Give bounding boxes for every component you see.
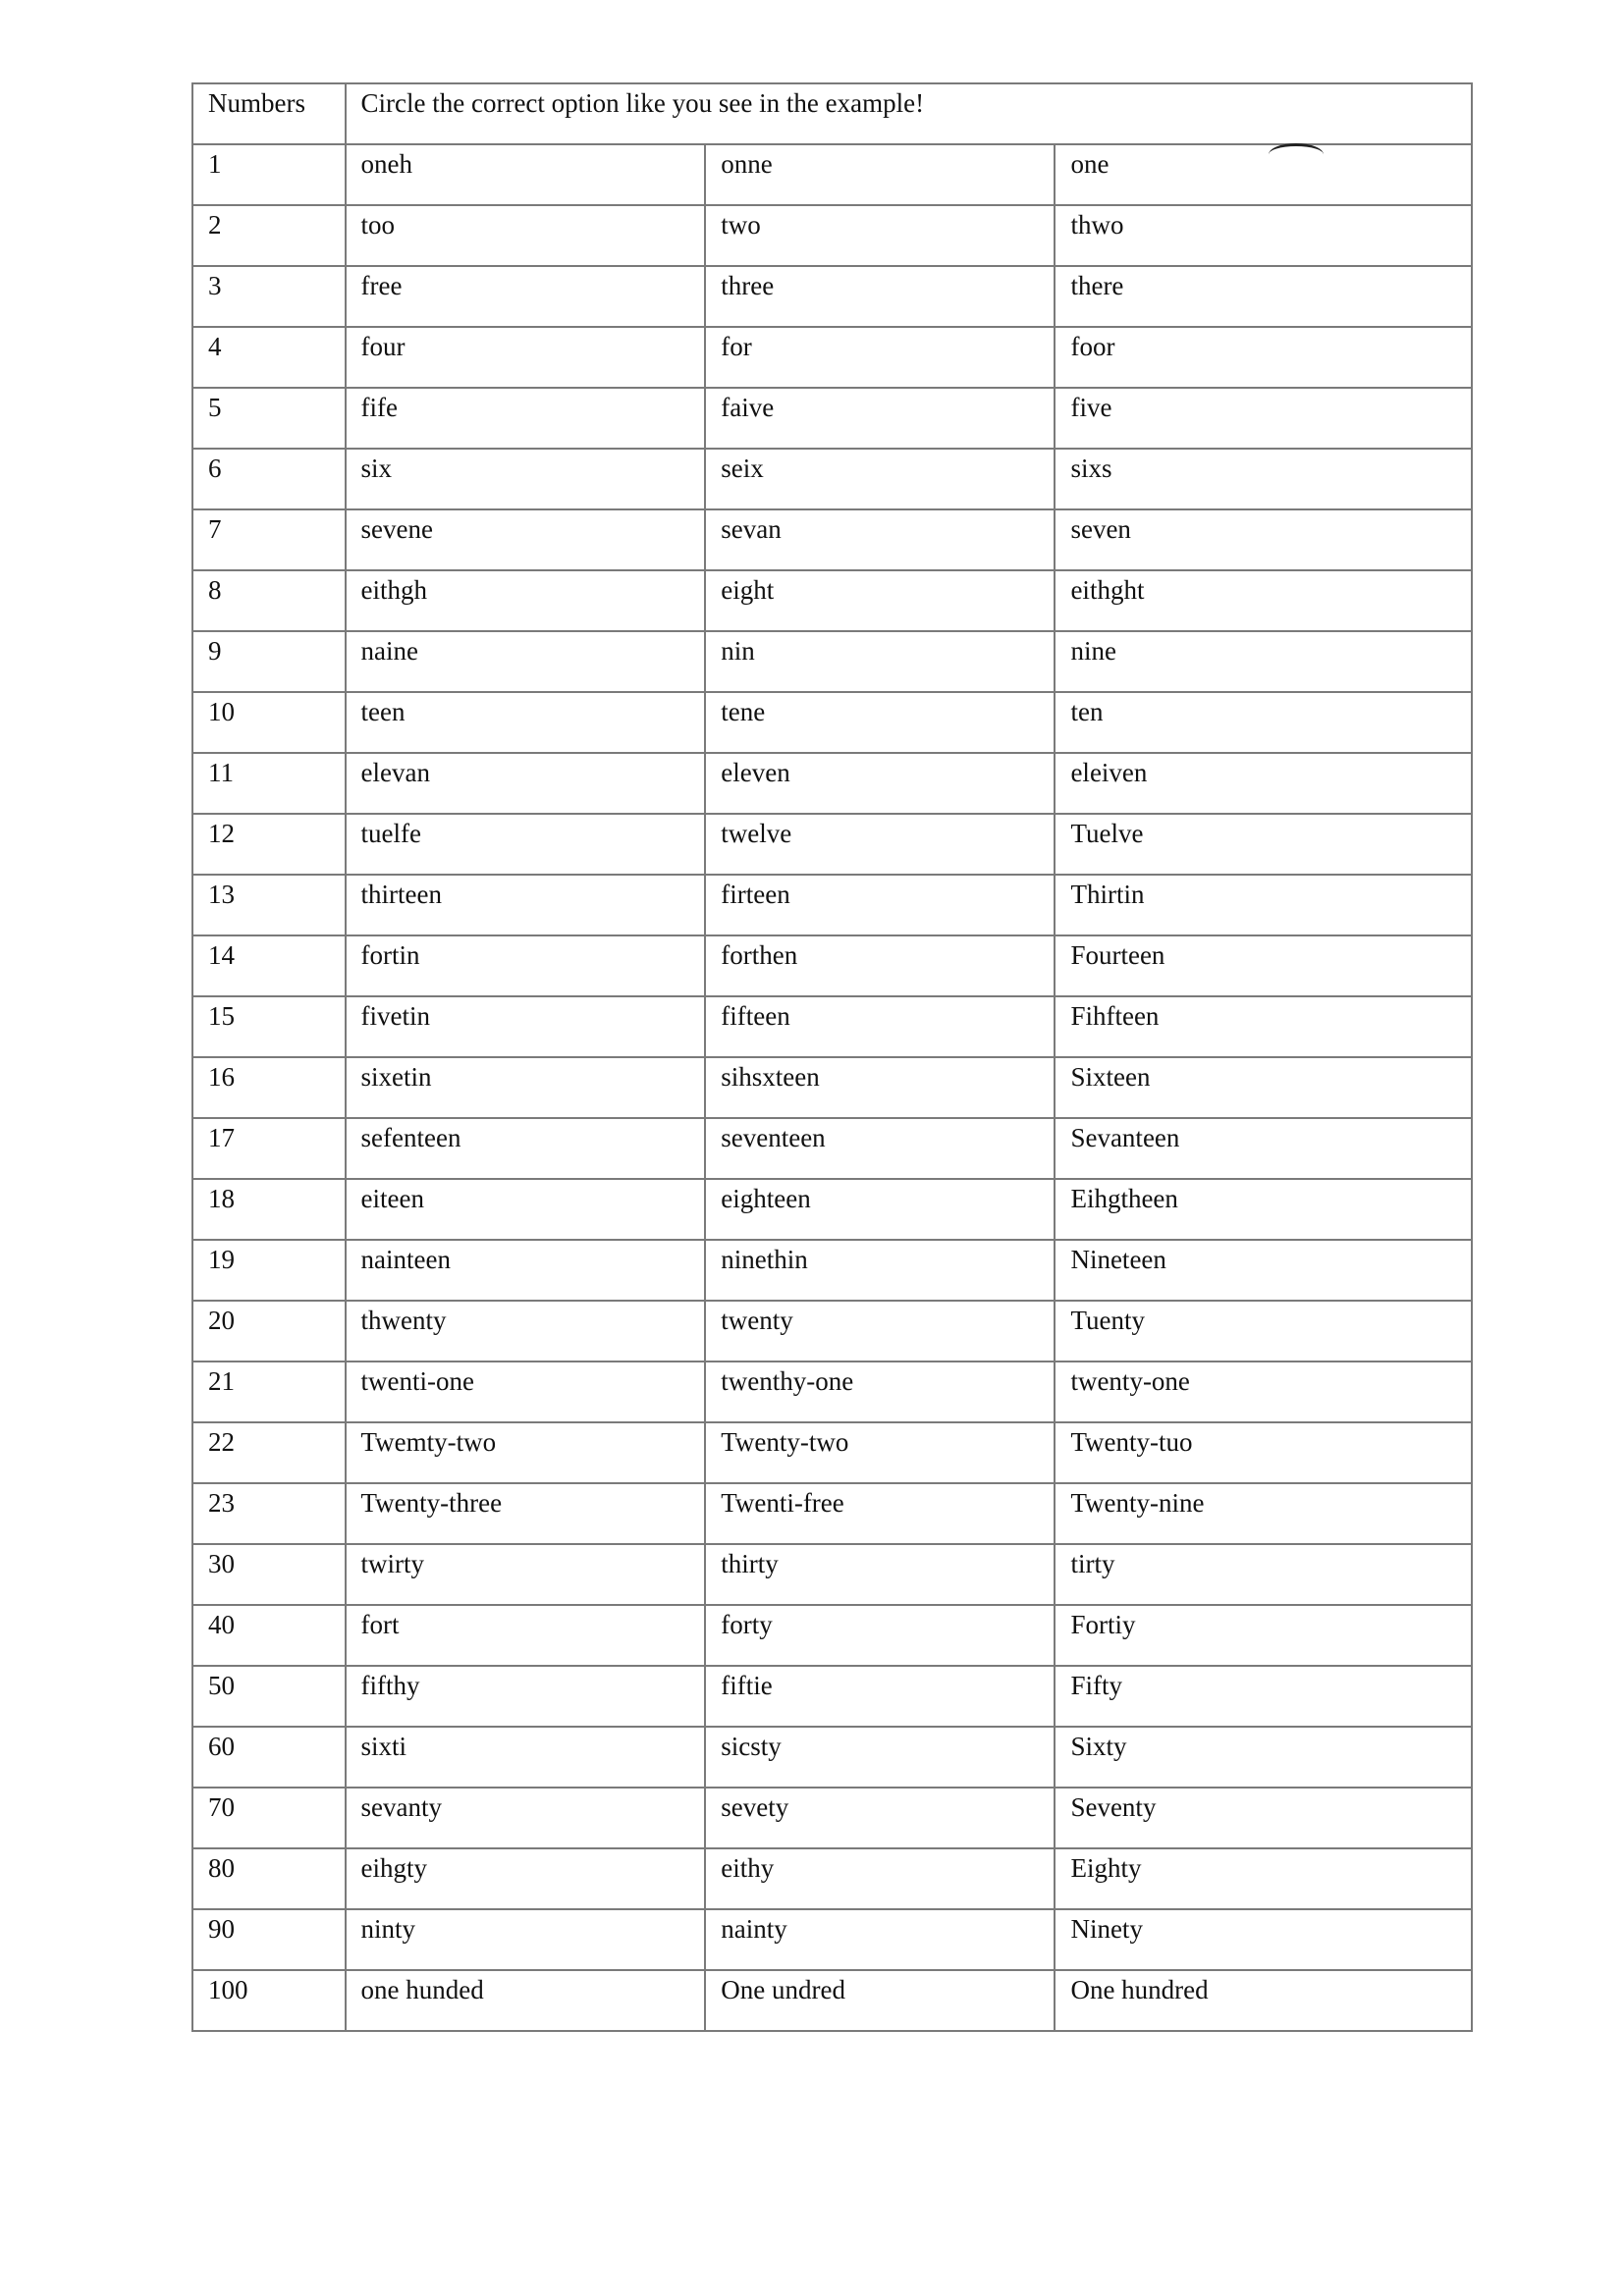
option-cell[interactable] [346, 327, 706, 388]
option-text: tene [721, 697, 766, 726]
option-text: eithght [1070, 575, 1145, 605]
table-row [192, 327, 1472, 388]
option-text: Twenti-free [721, 1488, 844, 1518]
number-cell [192, 1848, 346, 1909]
number-label: 11 [208, 758, 234, 787]
table-row [192, 266, 1472, 327]
number-label: 6 [208, 454, 222, 483]
option-cell[interactable] [346, 1727, 706, 1788]
option-cell[interactable] [705, 1544, 1055, 1605]
number-label: 30 [208, 1549, 235, 1578]
option-cell[interactable] [705, 1301, 1055, 1362]
option-text: twenty [721, 1306, 793, 1335]
option-cell[interactable] [1055, 570, 1472, 631]
table-row [192, 1909, 1472, 1970]
table-row [192, 449, 1472, 509]
table-row [192, 1422, 1472, 1483]
option-text: six [360, 454, 393, 483]
number-cell [192, 1422, 346, 1483]
option-text: Thirtin [1070, 880, 1145, 909]
number-label: 4 [208, 332, 222, 361]
table-row [192, 1118, 1472, 1179]
option-cell[interactable] [346, 1179, 706, 1240]
option-text: eighteen [721, 1184, 811, 1213]
table-row [192, 1605, 1472, 1666]
option-cell[interactable] [705, 996, 1055, 1057]
number-label: 20 [208, 1306, 235, 1335]
option-cell[interactable] [705, 388, 1055, 449]
number-cell [192, 692, 346, 753]
option-text: faive [721, 393, 775, 422]
table-row [192, 1179, 1472, 1240]
number-cell [192, 388, 346, 449]
number-label: 14 [208, 940, 235, 970]
number-cell [192, 570, 346, 631]
option-text: forthen [721, 940, 798, 970]
option-cell[interactable] [1055, 1666, 1472, 1727]
option-text: free [360, 271, 403, 300]
option-text: thirty [721, 1549, 779, 1578]
option-text: Nineteen [1070, 1245, 1166, 1274]
option-cell[interactable] [346, 1970, 706, 2031]
option-text: thwo [1070, 210, 1124, 240]
option-cell[interactable] [346, 692, 706, 753]
table-row [192, 753, 1472, 814]
option-text: sixti [360, 1732, 407, 1761]
table-row [192, 935, 1472, 996]
number-label: 23 [208, 1488, 235, 1518]
table-row [192, 1788, 1472, 1848]
number-cell [192, 327, 346, 388]
option-cell[interactable] [346, 1848, 706, 1909]
option-cell[interactable] [346, 449, 706, 509]
option-cell[interactable] [1055, 1301, 1472, 1362]
option-cell[interactable] [1055, 1544, 1472, 1605]
option-cell[interactable] [1055, 996, 1472, 1057]
option-cell[interactable] [346, 144, 706, 205]
number-cell [192, 1605, 346, 1666]
table-row [192, 570, 1472, 631]
option-text: for [721, 332, 752, 361]
option-cell[interactable] [705, 1057, 1055, 1118]
number-cell [192, 1179, 346, 1240]
table-row [192, 205, 1472, 266]
option-cell[interactable] [705, 1788, 1055, 1848]
option-text: firteen [721, 880, 790, 909]
option-cell[interactable] [346, 1240, 706, 1301]
option-text: One undred [721, 1975, 845, 2004]
option-cell[interactable] [346, 1544, 706, 1605]
option-text: nin [721, 636, 755, 666]
option-cell[interactable] [1055, 388, 1472, 449]
option-text: onne [721, 149, 773, 179]
number-label: 2 [208, 210, 222, 240]
option-cell[interactable] [705, 266, 1055, 327]
option-text: forty [721, 1610, 773, 1639]
option-text: nainteen [360, 1245, 451, 1274]
option-text: Tuenty [1070, 1306, 1145, 1335]
option-text: sixetin [360, 1062, 432, 1092]
number-cell [192, 631, 346, 692]
option-text: nainty [721, 1914, 787, 1944]
option-cell[interactable] [705, 1848, 1055, 1909]
option-cell[interactable] [1055, 935, 1472, 996]
table-row [192, 631, 1472, 692]
instruction-text: Circle the correct option like you see in the example! [360, 88, 925, 118]
option-cell[interactable] [346, 266, 706, 327]
option-cell[interactable] [1055, 1848, 1472, 1909]
option-text: eithy [721, 1853, 775, 1883]
option-text: sevanty [360, 1792, 442, 1822]
option-cell[interactable] [1055, 1118, 1472, 1179]
number-cell [192, 753, 346, 814]
number-cell [192, 449, 346, 509]
option-text: there [1070, 271, 1124, 300]
number-cell [192, 814, 346, 875]
option-cell[interactable] [705, 327, 1055, 388]
option-cell[interactable] [1055, 753, 1472, 814]
option-cell[interactable] [1055, 692, 1472, 753]
option-text: four [360, 332, 406, 361]
table-row [192, 144, 1472, 205]
option-text: elevan [360, 758, 430, 787]
option-text: too [360, 210, 396, 240]
option-text: Fifty [1070, 1671, 1122, 1700]
option-cell[interactable] [705, 1970, 1055, 2031]
option-text: five [1070, 393, 1112, 422]
option-cell[interactable] [705, 1727, 1055, 1788]
option-cell[interactable] [346, 814, 706, 875]
number-label: 10 [208, 697, 235, 726]
option-cell[interactable] [1055, 266, 1472, 327]
table-row [192, 1362, 1472, 1422]
number-cell [192, 144, 346, 205]
option-text: Twenty-tuo [1070, 1427, 1193, 1457]
number-label: 8 [208, 575, 222, 605]
table-row [192, 1970, 1472, 2031]
option-text: seix [721, 454, 764, 483]
option-cell[interactable] [1055, 1483, 1472, 1544]
option-cell[interactable] [346, 1788, 706, 1848]
option-cell[interactable] [346, 935, 706, 996]
table-row [192, 692, 1472, 753]
option-cell[interactable] [346, 1483, 706, 1544]
number-cell [192, 1909, 346, 1970]
number-label: 16 [208, 1062, 235, 1092]
table-row [192, 388, 1472, 449]
option-text: Eighty [1070, 1853, 1142, 1883]
option-text: sicsty [721, 1732, 782, 1761]
option-cell[interactable] [705, 1240, 1055, 1301]
option-text: sefenteen [360, 1123, 461, 1152]
number-label: 7 [208, 514, 222, 544]
option-cell[interactable] [1055, 144, 1472, 205]
option-text: fife [360, 393, 398, 422]
number-label: 40 [208, 1610, 235, 1639]
option-text: fortin [360, 940, 420, 970]
option-text: ten [1070, 697, 1104, 726]
number-label: 60 [208, 1732, 235, 1761]
table-row [192, 1483, 1472, 1544]
option-text: tirty [1070, 1549, 1115, 1578]
option-text: fifthy [360, 1671, 420, 1700]
option-text: two [721, 210, 761, 240]
number-cell [192, 205, 346, 266]
option-cell[interactable] [346, 631, 706, 692]
option-cell[interactable] [1055, 1422, 1472, 1483]
option-cell[interactable] [705, 814, 1055, 875]
option-cell[interactable] [346, 1362, 706, 1422]
number-cell [192, 1788, 346, 1848]
number-label: 70 [208, 1792, 235, 1822]
option-cell[interactable] [1055, 1605, 1472, 1666]
table-row [192, 1666, 1472, 1727]
option-cell[interactable] [1055, 1057, 1472, 1118]
instruction-cell [346, 83, 1472, 144]
option-cell[interactable] [705, 1483, 1055, 1544]
header-row [192, 83, 1472, 144]
option-text: oneh [360, 149, 412, 179]
option-cell[interactable] [705, 144, 1055, 205]
option-cell[interactable] [346, 1605, 706, 1666]
number-label: 13 [208, 880, 235, 909]
option-text: sevety [721, 1792, 789, 1822]
option-text: one hunded [360, 1975, 484, 2004]
number-label: 21 [208, 1366, 235, 1396]
option-text: Twenty-two [721, 1427, 849, 1457]
option-cell[interactable] [705, 692, 1055, 753]
number-cell [192, 935, 346, 996]
option-text: eight [721, 575, 775, 605]
option-cell[interactable] [346, 205, 706, 266]
numbers-worksheet-table [191, 82, 1473, 2032]
option-cell[interactable] [705, 1179, 1055, 1240]
option-text: seven [1070, 514, 1131, 544]
number-cell [192, 266, 346, 327]
option-cell[interactable] [1055, 875, 1472, 935]
option-cell[interactable] [705, 205, 1055, 266]
number-label: 12 [208, 819, 235, 848]
option-text: sixs [1070, 454, 1112, 483]
option-text: Ninety [1070, 1914, 1143, 1944]
option-cell[interactable] [705, 1362, 1055, 1422]
option-cell[interactable] [705, 631, 1055, 692]
table-row [192, 509, 1472, 570]
option-cell[interactable] [705, 570, 1055, 631]
numbers-header: Numbers [208, 88, 305, 118]
option-text: Twemty-two [360, 1427, 497, 1457]
table-row [192, 996, 1472, 1057]
number-label: 80 [208, 1853, 235, 1883]
number-label: 9 [208, 636, 222, 666]
option-cell[interactable] [1055, 1788, 1472, 1848]
option-text: eihgty [360, 1853, 428, 1883]
option-text: twenty-one [1070, 1366, 1190, 1396]
option-text: Fortiy [1070, 1610, 1136, 1639]
option-text: foor [1070, 332, 1115, 361]
option-text: seventeen [721, 1123, 826, 1152]
numbers-header-cell [192, 83, 346, 144]
number-cell [192, 1666, 346, 1727]
option-cell[interactable] [1055, 449, 1472, 509]
option-cell[interactable] [705, 935, 1055, 996]
option-cell[interactable] [705, 1666, 1055, 1727]
table-row [192, 1057, 1472, 1118]
number-cell [192, 1362, 346, 1422]
number-cell [192, 996, 346, 1057]
option-cell[interactable] [346, 1422, 706, 1483]
number-label: 100 [208, 1975, 248, 2004]
number-label: 50 [208, 1671, 235, 1700]
option-text: eithgh [360, 575, 428, 605]
option-text: one [1070, 149, 1110, 179]
option-cell[interactable] [346, 753, 706, 814]
option-text: ninty [360, 1914, 416, 1944]
number-cell [192, 875, 346, 935]
number-label: 1 [208, 149, 222, 179]
option-cell[interactable] [346, 1301, 706, 1362]
option-text: Sevanteen [1070, 1123, 1180, 1152]
option-text: fiftie [721, 1671, 773, 1700]
option-text: ninethin [721, 1245, 808, 1274]
option-cell[interactable] [1055, 1727, 1472, 1788]
option-text: three [721, 271, 775, 300]
option-cell[interactable] [346, 509, 706, 570]
number-cell [192, 1118, 346, 1179]
option-text: Twenty-three [360, 1488, 503, 1518]
option-text: fifteen [721, 1001, 790, 1031]
option-cell[interactable] [1055, 814, 1472, 875]
option-cell[interactable] [1055, 205, 1472, 266]
option-text: naine [360, 636, 418, 666]
option-cell[interactable] [346, 570, 706, 631]
option-cell[interactable] [705, 509, 1055, 570]
option-text: sevan [721, 514, 782, 544]
number-label: 18 [208, 1184, 235, 1213]
option-cell[interactable] [705, 1605, 1055, 1666]
option-text: thwenty [360, 1306, 447, 1335]
option-cell[interactable] [1055, 1179, 1472, 1240]
number-cell [192, 1301, 346, 1362]
option-cell[interactable] [346, 388, 706, 449]
option-cell[interactable] [1055, 327, 1472, 388]
option-cell[interactable] [705, 1422, 1055, 1483]
option-text: fort [360, 1610, 400, 1639]
option-text: twenthy-one [721, 1366, 854, 1396]
option-cell[interactable] [705, 449, 1055, 509]
option-text: Seventy [1070, 1792, 1157, 1822]
option-cell[interactable] [1055, 1970, 1472, 2031]
option-text: Sixty [1070, 1732, 1127, 1761]
number-cell [192, 1970, 346, 2031]
option-cell[interactable] [1055, 1362, 1472, 1422]
option-text: Eihgtheen [1070, 1184, 1178, 1213]
number-cell [192, 1057, 346, 1118]
number-label: 90 [208, 1914, 235, 1944]
number-cell [192, 1727, 346, 1788]
option-cell[interactable] [1055, 1909, 1472, 1970]
option-text: teen [360, 697, 406, 726]
table-row [192, 1848, 1472, 1909]
option-text: sevene [360, 514, 433, 544]
option-text: Tuelve [1070, 819, 1144, 848]
option-cell[interactable] [346, 875, 706, 935]
number-cell [192, 1240, 346, 1301]
option-text: tuelfe [360, 819, 421, 848]
option-cell[interactable] [705, 1909, 1055, 1970]
number-cell [192, 1483, 346, 1544]
option-text: Sixteen [1070, 1062, 1151, 1092]
option-cell[interactable] [346, 1909, 706, 1970]
option-text: thirteen [360, 880, 442, 909]
option-text: Twenty-nine [1070, 1488, 1205, 1518]
option-cell[interactable] [1055, 631, 1472, 692]
option-text: twirty [360, 1549, 425, 1578]
option-cell[interactable] [346, 1057, 706, 1118]
option-cell[interactable] [1055, 1240, 1472, 1301]
option-cell[interactable] [705, 1118, 1055, 1179]
table-row [192, 1727, 1472, 1788]
number-label: 15 [208, 1001, 235, 1031]
number-cell [192, 509, 346, 570]
option-text: Fourteen [1070, 940, 1165, 970]
table-row [192, 1240, 1472, 1301]
number-label: 3 [208, 271, 222, 300]
option-cell[interactable] [1055, 509, 1472, 570]
option-cell[interactable] [705, 875, 1055, 935]
option-text: twelve [721, 819, 792, 848]
option-text: twenti-one [360, 1366, 474, 1396]
option-text: sihsxteen [721, 1062, 820, 1092]
number-label: 5 [208, 393, 222, 422]
table-row [192, 1301, 1472, 1362]
option-text: nine [1070, 636, 1116, 666]
option-cell[interactable] [346, 996, 706, 1057]
option-text: One hundred [1070, 1975, 1209, 2004]
option-text: fivetin [360, 1001, 430, 1031]
option-cell[interactable] [346, 1118, 706, 1179]
option-text: Fihfteen [1070, 1001, 1160, 1031]
option-text: eleven [721, 758, 790, 787]
number-cell [192, 1544, 346, 1605]
number-label: 22 [208, 1427, 235, 1457]
table-row [192, 875, 1472, 935]
number-label: 19 [208, 1245, 235, 1274]
option-cell[interactable] [705, 753, 1055, 814]
option-text: eleiven [1070, 758, 1148, 787]
table-row [192, 1544, 1472, 1605]
option-text: eiteen [360, 1184, 424, 1213]
option-cell[interactable] [346, 1666, 706, 1727]
table-row [192, 814, 1472, 875]
number-label: 17 [208, 1123, 235, 1152]
